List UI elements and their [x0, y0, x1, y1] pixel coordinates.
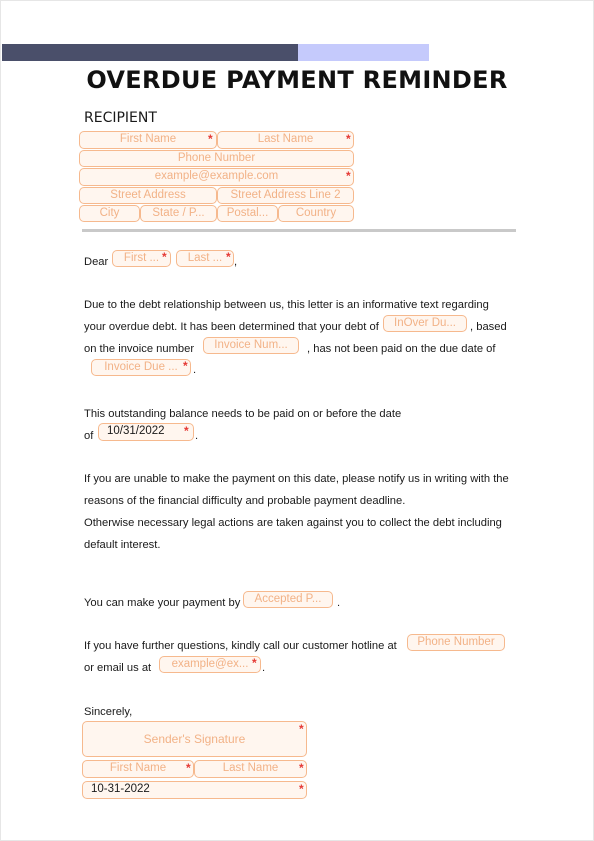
contact-email-field[interactable]: example@ex...: [159, 656, 261, 673]
required-marker: *: [346, 132, 351, 146]
contact-line1: If you have further questions, kindly call our customer hotline at: [84, 640, 397, 652]
payment-period: .: [337, 597, 341, 609]
para1-line2: your overdue debt. It has been determined that your debt of: [84, 321, 379, 333]
para3-line2: reasons of the financial difficulty and probable payment deadline.: [84, 495, 406, 507]
recipient-phone-field[interactable]: Phone Number: [79, 150, 354, 167]
payment-deadline-date-field[interactable]: 10/31/2022: [98, 423, 194, 441]
required-marker: *: [346, 169, 351, 183]
overdue-debt-field[interactable]: InOver Du...: [383, 315, 467, 332]
payment-text: You can make your payment by: [84, 597, 241, 609]
para2-of: of: [84, 430, 94, 442]
header-bar-dark: [2, 44, 298, 61]
para2-line1: This outstanding balance needs to be paid on or before the date: [84, 408, 402, 420]
required-marker: *: [299, 722, 304, 736]
recipient-postal-field[interactable]: Postal...: [217, 205, 278, 222]
required-marker: *: [208, 132, 213, 146]
para3-line1: If you are unable to make the payment on this date, please notify us in writing with the: [84, 473, 509, 485]
recipient-country-field[interactable]: Country: [278, 205, 354, 222]
invoice-due-date-field[interactable]: Invoice Due ...: [91, 359, 191, 376]
required-marker: *: [184, 424, 189, 438]
required-marker: *: [226, 250, 231, 264]
para2-period: .: [195, 430, 199, 442]
recipient-email-field[interactable]: example@example.com: [79, 168, 354, 186]
para3-line4: default interest.: [84, 539, 161, 551]
hotline-phone-field[interactable]: Phone Number: [407, 634, 505, 651]
recipient-last-name-field[interactable]: Last Name: [217, 131, 354, 149]
para1-line2-post: , based: [470, 321, 507, 333]
dear-text: Dear: [84, 256, 109, 268]
recipient-heading: RECIPIENT: [84, 110, 157, 126]
required-marker: *: [183, 359, 188, 373]
accepted-payment-field[interactable]: Accepted P...: [243, 591, 333, 608]
recipient-street2-field[interactable]: Street Address Line 2: [217, 187, 354, 204]
sender-last-name-field[interactable]: Last Name: [194, 760, 307, 778]
para1-line3: on the invoice number: [84, 343, 195, 355]
salutation-comma: ,: [234, 256, 238, 268]
required-marker: *: [162, 250, 167, 264]
required-marker: *: [252, 656, 257, 670]
para1-line3-post: , has not been paid on the due date of: [307, 343, 496, 355]
invoice-number-field[interactable]: Invoice Num...: [203, 337, 299, 354]
salutation-first-name-field[interactable]: First ...: [112, 250, 171, 267]
required-marker: *: [299, 761, 304, 775]
header-bar-light: [298, 44, 429, 61]
recipient-state-field[interactable]: State / P...: [140, 205, 217, 222]
required-marker: *: [186, 761, 191, 775]
page-title: OVERDUE PAYMENT REMINDER: [86, 66, 508, 94]
required-marker: *: [299, 782, 304, 796]
sincerely-text: Sincerely,: [84, 706, 133, 718]
recipient-street-field[interactable]: Street Address: [79, 187, 217, 204]
contact-period: .: [262, 662, 266, 674]
para1-line1: Due to the debt relationship between us, this letter is an informative text regarding: [84, 299, 489, 311]
sender-signature-field[interactable]: Sender's Signature: [82, 721, 307, 757]
para1-period: .: [193, 364, 197, 376]
sender-first-name-field[interactable]: First Name: [82, 760, 194, 778]
divider: [82, 229, 516, 232]
sender-date-field[interactable]: 10-31-2022: [82, 781, 307, 799]
para3-line3: Otherwise necessary legal actions are taken against you to collect the debt including: [84, 517, 502, 529]
recipient-city-field[interactable]: City: [79, 205, 140, 222]
salutation-last-name-field[interactable]: Last ...: [176, 250, 234, 267]
recipient-first-name-field[interactable]: First Name: [79, 131, 217, 149]
contact-line2: or email us at: [84, 662, 152, 674]
